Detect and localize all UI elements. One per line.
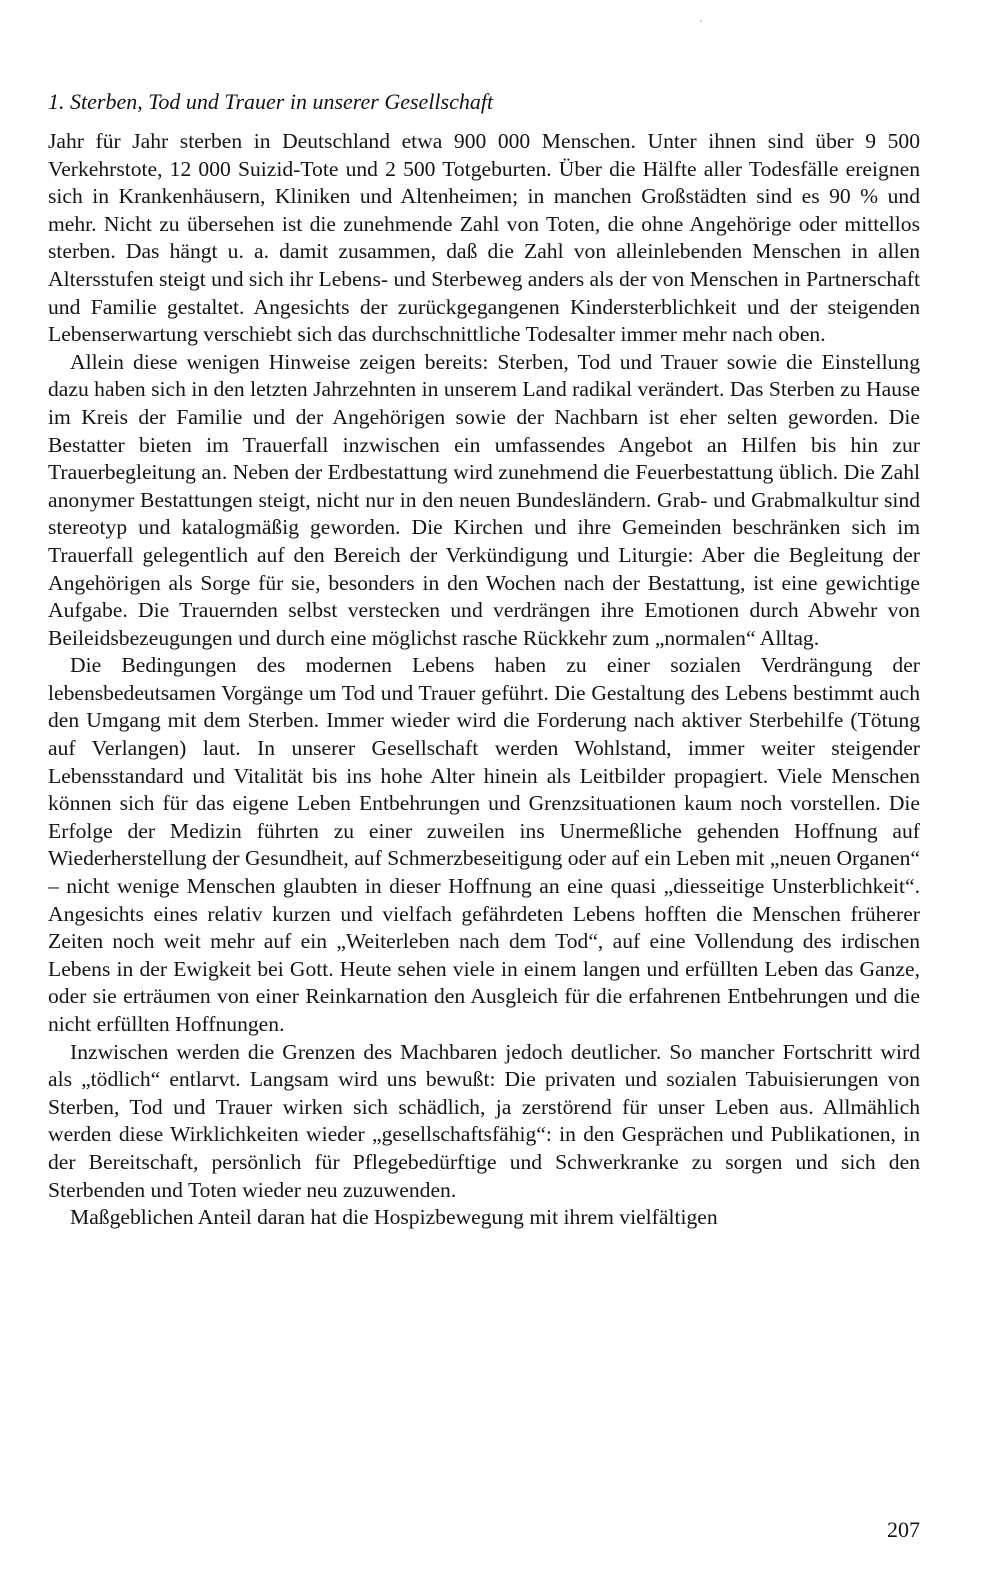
paragraph-2: Allein diese wenigen Hinweise zeigen bereits: Sterben, Tod und Trauer sowie die Einstellung dazu haben sich in den letzten Jahrzehnten in unserem Land radikal verändert. Das Sterben zu Hause im Kreis der Familie und der Angehörigen sowie der Nachbarn ist eher selten geworden. Die Bestatter bieten im Trauerfall inzwischen ein umfassendes Angebot an Hilfen bis hin zur Trauerbegleitung an. Neben der Erdbestattung wird zunehmend die Feuerbestattung üblich. Die Zahl anonymer Bestattungen steigt, nicht nur in den neuen Bundesländern. Grab- und Grabmalkultur sind stereotyp und katalogmäßig geworden. Die Kirchen und ihre Gemeinden beschränken sich im Trauerfall gelegentlich auf den Bereich der Verkündigung und Liturgie: Aber die Begleitung der Angehörigen als Sorge für sie, besonders in den Wochen nach der Bestattung, ist eine gewichtige Aufgabe. Die Trauernden selbst verstecken und verdrängen ihre Emotionen durch Abwehr von Beileidsbezeugungen und durch eine möglichst rasche Rückkehr zum „normalen“ Alltag. [48, 349, 920, 650]
page-number: 207 [887, 1517, 920, 1542]
book-page [48, 0, 920, 1580]
body-text [48, 128, 920, 1232]
paragraph-5: Maßgeblichen Anteil daran hat die Hospizbewegung mit ihrem vielfältigen [70, 1205, 718, 1230]
paragraph-4: Inzwischen werden die Grenzen des Machbaren jedoch deutlicher. So mancher Fortschritt wird als „tödlich“ entlarvt. Langsam wird uns bewußt: Die privaten und sozialen Tabuisierungen von Sterben, Tod und Trauer wirken sich schädlich, ja zerstörend für unser Leben aus. Allmählich werden diese Wirklichkeiten wieder „gesellschaftsfähig“: in den Gesprächen und Publikationen, in der Bereitschaft, persönlich für Pflegebedürftige und Schwerkranke zu sorgen und sich den Sterbenden und Toten wieder neu zuzuwenden. [48, 1039, 920, 1202]
scan-speck [700, 20, 702, 22]
paragraph-1: Jahr für Jahr sterben in Deutschland etwa 900 000 Menschen. Unter ihnen sind über 9 500 Verkehrstote, 12 000 Suizid-Tote und 2 500 Totgeburten. Über die Hälfte aller Todesfälle ereignen sich in Krankenhäusern, Kliniken und Altenheimen; in manchen Großstädten sind es 90 % und mehr. Nicht zu übersehen ist die zunehmende Zahl von Toten, die ohne Angehörige oder mittellos sterben. Das hängt u. a. damit zusammen, daß die Zahl von alleinlebenden Menschen in allen Altersstufen steigt und sich ihr Lebens- und Sterbeweg anders als der von Menschen in Partnerschaft und Familie gestaltet. Angesichts der zurückgegangenen Kindersterblichkeit und der steigenden Lebenserwartung verschiebt sich das durchschnittliche Todesalter immer mehr nach oben. [48, 129, 920, 347]
section-heading: 1. Sterben, Tod und Trauer in unserer Gesellschaft [48, 89, 494, 114]
paragraph-3: Die Bedingungen des modernen Lebens haben zu einer sozialen Verdrängung der lebensbedeutsamen Vorgänge um Tod und Trauer geführt. Die Gestaltung des Lebens bestimmt auch den Umgang mit dem Sterben. Immer wieder wird die Forderung nach aktiver Sterbehilfe (Tötung auf Verlangen) laut. In unserer Gesellschaft werden Wohlstand, immer weiter steigender Lebensstandard und Vitalität bis ins hohe Alter hinein als Leitbilder propagiert. Viele Menschen können sich für das eigene Leben Entbehrungen und Grenzsituationen kaum noch vorstellen. Die Erfolge der Medizin führten zu einer zuweilen ins Unermeßliche gehenden Hoffnung auf Wiederherstellung der Gesundheit, auf Schmerzbeseitigung oder auf ein Leben mit „neuen Organen“ – nicht wenige Menschen glaubten in dieser Hoffnung an eine quasi „diesseitige Unsterblichkeit“. Angesichts eines relativ kurzen und vielfach gefährdeten Lebens hofften die Menschen früherer Zeiten noch weit mehr auf ein „Weiterleben nach dem Tod“, auf eine Vollendung des irdischen Lebens in der Ewigkeit bei Gott. Heute sehen viele in einem langen und erfüllten Leben das Ganze, oder sie erträumen von einer Reinkarnation den Ausgleich für die erfahrenen Entbehrungen und die nicht erfüllten Hoffnungen. [48, 653, 920, 1036]
